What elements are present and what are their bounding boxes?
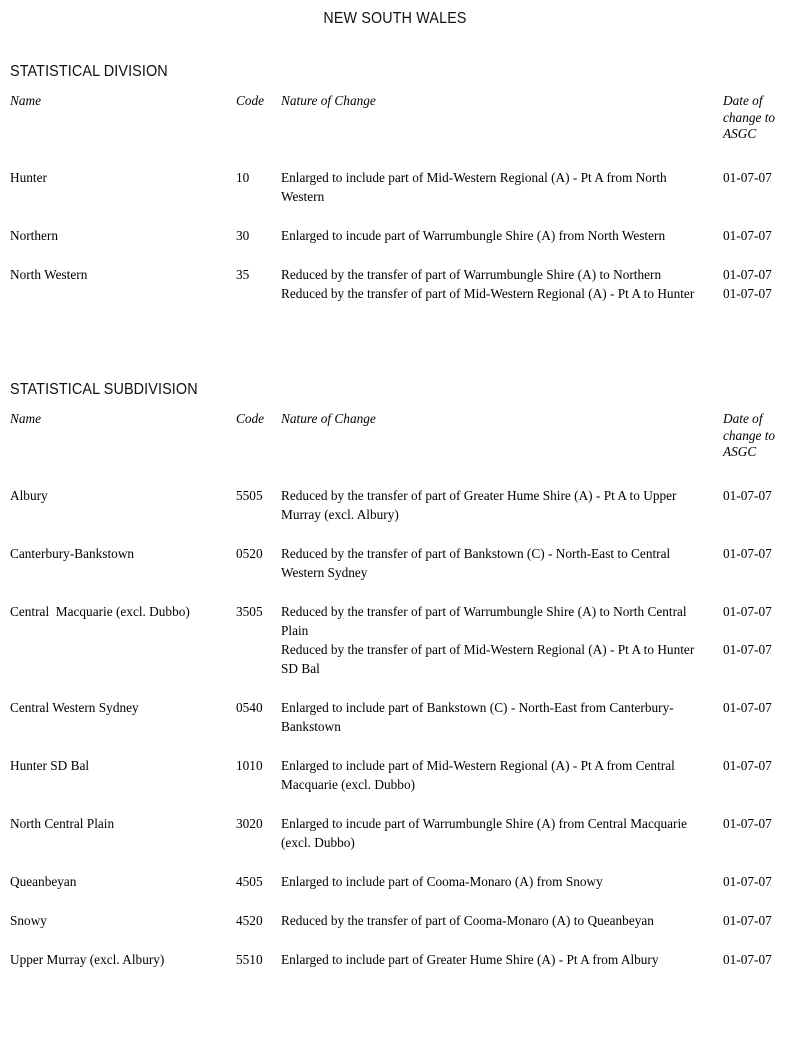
row-code: 35: [236, 267, 250, 282]
row-name: Hunter SD Bal: [10, 758, 90, 773]
column-header-name: Name: [10, 411, 42, 426]
column-header-nature: Nature of Change: [281, 93, 376, 108]
row-name: Queanbeyan: [10, 874, 77, 889]
row-code: 0520: [236, 546, 263, 561]
row-nature-of-change: Reduced by the transfer of part of Warrumbungle Shire (A) to Northern: [281, 267, 662, 282]
row-name: Central Macquarie (excl. Dubbo): [10, 604, 190, 619]
column-header-code: Code: [236, 93, 265, 108]
row-name: Central Western Sydney: [10, 700, 139, 715]
row-date-of-change: 01-07-07: [723, 700, 772, 715]
row-nature-of-change: Enlarged to incude part of Warrumbungle Shire (A) from Central Macquarie (excl. Dubbo): [281, 816, 688, 850]
row-date-of-change: 01-07-07: [723, 604, 772, 619]
row-nature-of-change: Reduced by the transfer of part of Mid-Western Regional (A) - Pt A to Hunter SD Bal: [281, 642, 695, 676]
row-code: 30: [236, 228, 250, 243]
row-date-of-change: 01-07-07: [723, 286, 772, 301]
row-date-of-change: 01-07-07: [723, 488, 772, 503]
row-date-of-change: 01-07-07: [723, 546, 772, 561]
row-nature-of-change: Reduced by the transfer of part of Greater Hume Shire (A) - Pt A to Upper Murray (excl. Albury): [281, 488, 677, 522]
row-code: 5505: [236, 488, 263, 503]
row-nature-of-change: Reduced by the transfer of part of Warrumbungle Shire (A) to North Central Plain: [281, 604, 687, 638]
column-header-date: Date of change to ASGC: [723, 93, 776, 141]
row-date-of-change: 01-07-07: [723, 228, 772, 243]
row-code: 4520: [236, 913, 263, 928]
row-date-of-change: 01-07-07: [723, 874, 772, 889]
row-nature-of-change: Enlarged to include part of Bankstown (C) - North-East from Canterbury-Bankstown: [281, 700, 674, 734]
row-nature-of-change: Enlarged to incude part of Warrumbungle Shire (A) from North Western: [281, 228, 666, 243]
row-code: 5510: [236, 952, 263, 967]
row-code: 0540: [236, 700, 263, 715]
row-code: 3020: [236, 816, 263, 831]
column-header-name: Name: [10, 93, 42, 108]
row-nature-of-change: Reduced by the transfer of part of Bankstown (C) - North-East to Central Western Sydney: [281, 546, 671, 580]
row-name: Northern: [10, 228, 58, 243]
page-title: NEW SOUTH WALES: [323, 10, 467, 27]
row-date-of-change: 01-07-07: [723, 816, 772, 831]
row-name: Hunter: [10, 170, 47, 185]
row-code: 1010: [236, 758, 263, 773]
column-header-code: Code: [236, 411, 265, 426]
row-nature-of-change: Reduced by the transfer of part of Mid-Western Regional (A) - Pt A to Hunter: [281, 286, 695, 301]
row-name: Upper Murray (excl. Albury): [10, 952, 165, 967]
row-date-of-change: 01-07-07: [723, 170, 772, 185]
row-code: 4505: [236, 874, 263, 889]
column-header-nature: Nature of Change: [281, 411, 376, 426]
row-name: Snowy: [10, 913, 47, 928]
section-heading: STATISTICAL SUBDIVISION: [10, 381, 198, 398]
row-code: 10: [236, 170, 250, 185]
row-name: Canterbury-Bankstown: [10, 546, 135, 561]
row-date-of-change: 01-07-07: [723, 913, 772, 928]
row-date-of-change: 01-07-07: [723, 758, 772, 773]
row-nature-of-change: Enlarged to include part of Mid-Western Regional (A) - Pt A from Central Macquarie (excl. Dubbo): [281, 758, 675, 792]
row-nature-of-change: Reduced by the transfer of part of Cooma-Monaro (A) to Queanbeyan: [281, 913, 654, 928]
row-date-of-change: 01-07-07: [723, 267, 772, 282]
row-date-of-change: 01-07-07: [723, 642, 772, 657]
row-code: 3505: [236, 604, 263, 619]
row-nature-of-change: Enlarged to include part of Mid-Western Regional (A) - Pt A from North Western: [281, 170, 667, 204]
row-nature-of-change: Enlarged to include part of Cooma-Monaro (A) from Snowy: [281, 874, 603, 889]
row-nature-of-change: Enlarged to include part of Greater Hume Shire (A) - Pt A from Albury: [281, 952, 659, 967]
column-header-date: Date of change to ASGC: [723, 411, 776, 459]
row-name: Albury: [10, 488, 48, 503]
row-name: North Central Plain: [10, 816, 115, 831]
section-heading: STATISTICAL DIVISION: [10, 63, 168, 80]
row-name: North Western: [10, 267, 88, 282]
row-date-of-change: 01-07-07: [723, 952, 772, 967]
